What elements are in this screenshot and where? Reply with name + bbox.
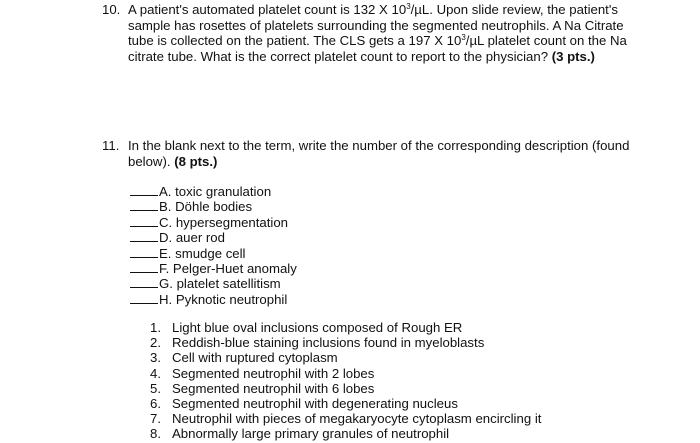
description-item: 3. Cell with ruptured cytoplasm — [150, 350, 338, 366]
term-label: D. auer rod — [159, 230, 225, 246]
term-label: E. smudge cell — [159, 245, 246, 261]
description-item: 1. Light blue oval inclusions composed of Rough ER — [150, 320, 463, 335]
term-row — [130, 199, 297, 214]
answer-blank[interactable] — [130, 246, 158, 258]
description-list — [150, 320, 541, 442]
answer-blank[interactable] — [130, 184, 158, 196]
description-item: 2. Reddish-blue staining inclusions found in myeloblasts — [150, 335, 485, 351]
description-item: 4. Segmented neutrophil with 2 lobes — [150, 365, 375, 381]
question-text: A patient's automated platelet count is 132 X $10^3/\mu L$. Upon slide review, the patient's sample has rosettes of platelets surrounding the segmented neutrophils. A Na Citrate tube is collected on the patient. The CLS gets a 197 X $10^3/\mu L$ platelet count on the Na citrate tube. What is the correct platelet count to report to the physician? (3 pts.) — [128, 2, 627, 64]
term-row — [130, 215, 297, 230]
question-number: 11. — [102, 138, 120, 153]
term-label: G. platelet satellitism — [159, 276, 281, 292]
answer-blank[interactable] — [130, 276, 158, 288]
answer-blank[interactable] — [130, 292, 158, 304]
points-label: (3 pts.) — [551, 48, 595, 64]
term-row — [130, 230, 297, 245]
term-label: F. Pelger-Huet anomaly — [159, 260, 297, 276]
question-10 — [102, 2, 662, 64]
description-item: 8. Abnormally large primary granules of neutrophil — [150, 426, 450, 442]
description-item: 7. Neutrophil with pieces of megakaryocyte cytoplasm encircling it — [150, 411, 542, 427]
term-row — [130, 246, 297, 261]
term-row — [130, 184, 297, 199]
term-row — [130, 261, 297, 276]
points-label: (8 pts.) — [174, 153, 218, 169]
answer-blank[interactable] — [130, 230, 158, 242]
term-label: H. Pyknotic neutrophil — [159, 291, 288, 307]
question-text: In the blank next to the term, write the number of the corresponding description (found below). (8 pts.) — [128, 138, 630, 169]
description-item: 6. Segmented neutrophil with degenerating nucleus — [150, 395, 458, 411]
answer-blank[interactable] — [130, 261, 158, 273]
answer-blank[interactable] — [130, 215, 158, 227]
term-label: C. hypersegmentation — [159, 214, 289, 230]
question-11 — [102, 138, 662, 169]
answer-blank[interactable] — [130, 199, 158, 211]
question-number: 10. — [102, 2, 121, 17]
term-list — [130, 184, 297, 307]
term-row — [130, 276, 297, 291]
term-label: B. Döhle bodies — [159, 199, 253, 215]
description-item: 5. Segmented neutrophil with 6 lobes — [150, 380, 375, 396]
term-row — [130, 292, 297, 307]
term-label: A. toxic granulation — [159, 184, 272, 199]
